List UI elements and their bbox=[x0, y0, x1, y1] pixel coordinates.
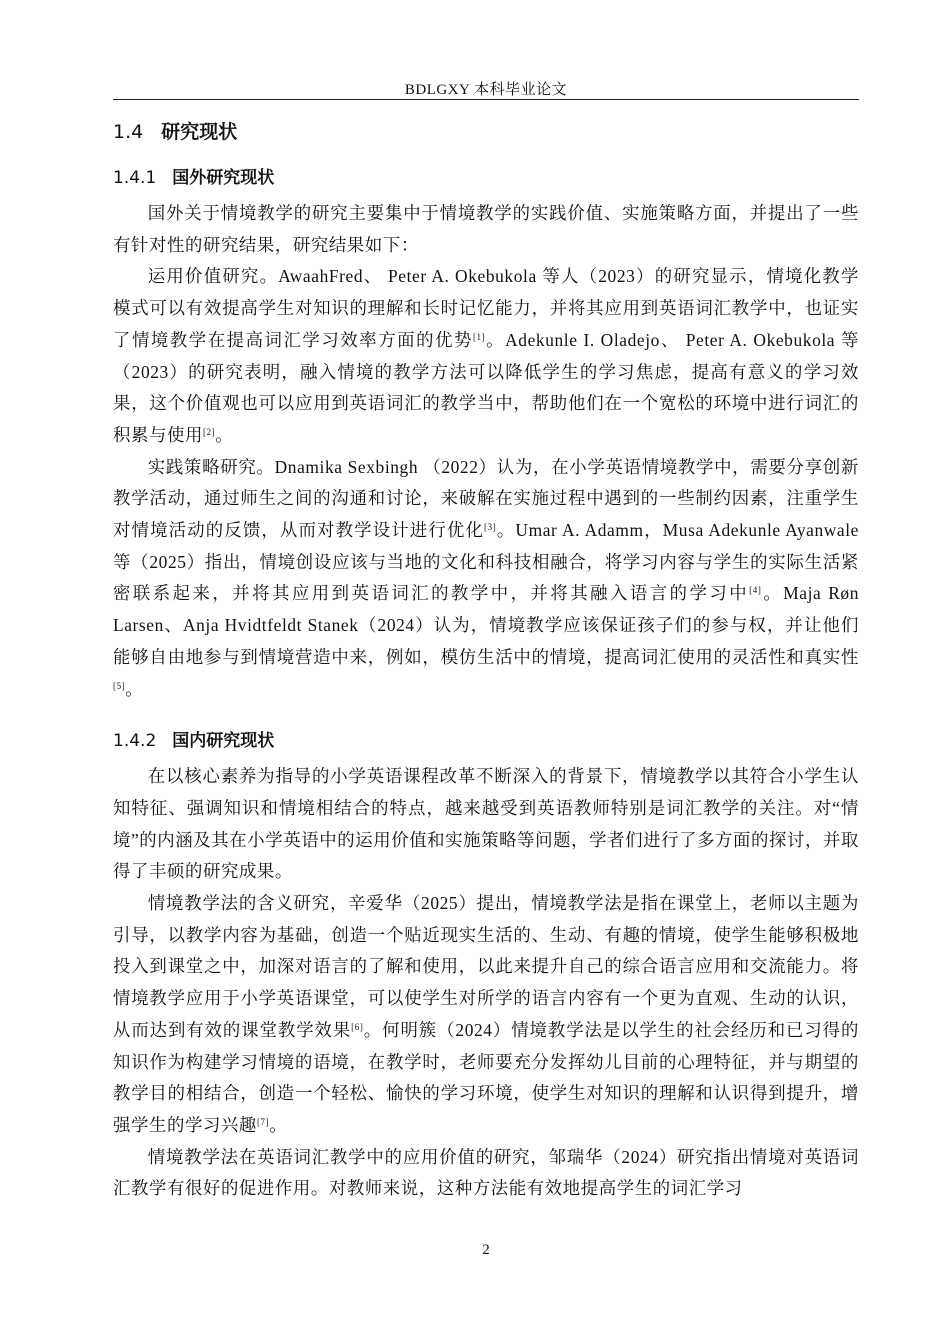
body-paragraph bbox=[113, 888, 859, 1142]
subsection-heading-domestic bbox=[113, 723, 859, 759]
paragraph-text: 。 bbox=[269, 1114, 288, 1135]
citation-ref: [3] bbox=[484, 522, 497, 533]
citation-ref: [5] bbox=[113, 680, 126, 691]
citation-ref: [1] bbox=[472, 331, 486, 342]
body-paragraph bbox=[113, 452, 859, 706]
paragraph-text: 情境教学法的含义研究，辛爱华（2025）提出，情境教学法是指在课堂上，老师以主题为引导，以教学内容为基础，创造一个贴近现实生活的、生动、有趣的情境，使学生能够积极地投入到课堂之中，加深对语言的了解和使用，以此来提升自己的综合语言应用和交流能力。将情境教学应用于小学英语课堂，可以使学生对所学的语言内容有一个更为直观、生动的认识，从而达到有效的课堂教学效果 bbox=[113, 893, 859, 1040]
page-number: 2 bbox=[482, 1242, 490, 1258]
subsection-title: 国内研究现状 bbox=[172, 731, 275, 752]
body-paragraph: 情境教学法在英语词汇教学中的应用价值的研究，邹瑞华（2024）研究指出情境对英语词汇教学有很好的促进作用。对教师来说，这种方法能有效地提高学生的词汇学习 bbox=[113, 1146, 859, 1199]
section-title: 研究现状 bbox=[161, 121, 238, 143]
paragraph-text: 实践策略研究。Dnamika Sexbingh （2022）认为，在小学英语情境教学中，需要分享创新教学活动，通过师生之间的沟通和讨论，来破解在实施过程中遇到的一些制约因素，注重学生对情境活动的反馈，从而对教学设计进行优化 bbox=[113, 456, 859, 541]
section-heading bbox=[113, 110, 859, 154]
page-content bbox=[113, 110, 859, 1205]
subsection-number: 1.4.1 bbox=[113, 168, 157, 188]
body-paragraph: 国外关于情境教学的研究主要集中于情境教学的实践价值、实施策略方面，并提出了一些有针对性的研究结果，研究结果如下： bbox=[113, 203, 859, 255]
subsection-body-foreign bbox=[113, 198, 859, 705]
section-gap bbox=[113, 705, 859, 717]
paragraph-text: 。Adekunle I. Oladejo、 Peter A. Okebukola 等（2023）的研究表明，融入情境的教学方法可以降低学生的学习焦虑，提高有意义的学习效果，这个价值观也可以应用到英语词汇的教学当中，帮助他们在一个宽松的环境中进行词汇的积累与使用 bbox=[113, 329, 860, 445]
body-paragraph: 在以核心素养为指导的小学英语课程改革不断深入的背景下，情境教学以其符合小学生认知特征、强调知识和情境相结合的特点，越来越受到英语教师特别是词汇教学的关注。对“情境”的内涵及其在小学英语中的运用价值和实施策略等问题，学者们进行了多方面的探讨，并取得了丰硕的研究成果。 bbox=[113, 766, 859, 882]
running-header: BDLGXY 本科毕业论文 bbox=[404, 82, 568, 98]
citation-ref: [4] bbox=[749, 585, 762, 596]
paragraph-text: 。 bbox=[125, 678, 144, 699]
paragraph-text: 运用价值研究。AwaahFred、 Peter A. Okebukola 等人（2023）的研究显示，情境化教学模式可以有效提高学生对知识的理解和长时记忆能力，并将其应用到英语词汇教学中，也证实了情境教学在提高词汇学习效率方面的优势 bbox=[113, 266, 859, 350]
section-number: 1.4 bbox=[113, 121, 144, 143]
subsection-number: 1.4.2 bbox=[113, 731, 157, 752]
header-rule bbox=[113, 99, 859, 100]
paragraph-text: 。Maja Røn Larsen、Anja Hvidtfeldt Stanek（2024）认为，情境教学应该保证孩子们的参与权，并让他们能够自由地参与到情境营造中来，例如，模仿生活中的情境，提高词汇使用的灵活性和真实性 bbox=[113, 583, 859, 667]
citation-ref: [6] bbox=[351, 1021, 364, 1032]
subsection-title: 国外研究现状 bbox=[172, 168, 275, 188]
citation-ref: [7] bbox=[256, 1116, 270, 1127]
body-paragraph bbox=[113, 261, 859, 451]
subsection-body-domestic bbox=[113, 761, 859, 1205]
paragraph-text: 。何明簇（2024）情境教学法是以学生的社会经历和已习得的知识作为构建学习情境的语境，在教学时，老师要充分发挥幼儿目前的心理特征，并与期望的教学目的相结合，创造一个轻松、愉快的学习环境，使学生对知识的理解和认识得到提升，增强学生的学习兴趣 bbox=[113, 1019, 859, 1135]
paragraph-text: 。Umar A. Adamm，Musa Adekunle Ayanwale 等（2025）指出，情境创设应该与当地的文化和科技相融合，将学习内容与学生的实际生活紧密联系起来，并将其应用到英语词汇的教学中，并将其融入语言的学习中 bbox=[113, 520, 859, 604]
paragraph-text: 。 bbox=[215, 424, 234, 445]
citation-ref: [2] bbox=[202, 426, 216, 437]
subsection-heading-foreign bbox=[113, 160, 859, 196]
